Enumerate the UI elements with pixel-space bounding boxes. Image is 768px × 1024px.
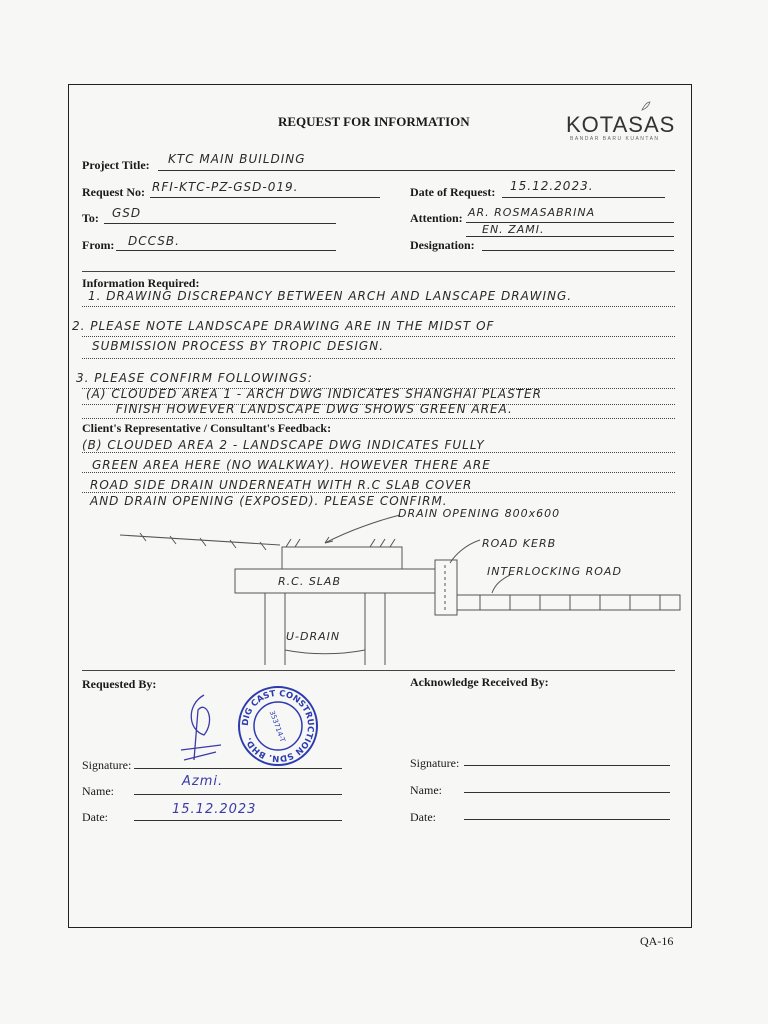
form-code: QA-16 <box>640 934 674 948</box>
sketch-label-u-drain: U-DRAIN <box>286 630 341 643</box>
date-of-request-value[interactable]: 15.12.2023. <box>510 179 594 193</box>
logo-leaf-icon <box>640 100 652 112</box>
feedback-line-2: GREEN AREA HERE (NO WALKWAY). HOWEVER THERE ARE <box>92 458 491 472</box>
acknowledge-signature-label: Signature: <box>410 756 460 770</box>
info-line-1: 1. DRAWING DISCREPANCY BETWEEN ARCH AND LANSCAPE DRAWING. <box>88 289 573 303</box>
information-required-label: Information Required: <box>82 276 200 290</box>
section-divider <box>82 271 675 272</box>
feedback-line-3: ROAD SIDE DRAIN UNDERNEATH WITH R.C SLAB COVER <box>90 478 473 492</box>
from-label: From: <box>82 238 115 252</box>
requester-signature-label: Signature: <box>82 758 132 772</box>
attention-value-1[interactable]: AR. ROSMASABRINA <box>468 206 596 219</box>
section-divider-bottom <box>82 670 675 671</box>
date-of-request-label: Date of Request: <box>410 185 496 199</box>
requester-signature <box>176 690 226 770</box>
stamp-ring-text: DIG CAST CONSTRUCTION SDN. BHD. <box>240 688 316 764</box>
feedback-label: Client's Representative / Consultant's Feedback: <box>82 421 332 435</box>
project-title-label: Project Title: <box>82 158 150 172</box>
request-no-label: Request No: <box>82 185 145 199</box>
acknowledge-name-label: Name: <box>410 783 442 797</box>
project-title-value[interactable]: KTC MAIN BUILDING <box>168 152 306 166</box>
designation-label: Designation: <box>410 238 475 252</box>
stamp-center-text: 353714-T <box>267 709 287 744</box>
sketch-label-drain-opening: DRAIN OPENING 800x600 <box>398 507 561 520</box>
requester-name-label: Name: <box>82 784 114 798</box>
info-line-5: (A) CLOUDED AREA 1 - ARCH DWG INDICATES SHANGHAI PLASTER <box>86 387 542 401</box>
info-line-2: 2. PLEASE NOTE LANDSCAPE DRAWING ARE IN THE MIDST OF <box>72 319 495 333</box>
company-stamp <box>236 684 320 768</box>
requester-date-label: Date: <box>82 810 108 824</box>
company-logo-tagline: BANDAR BARU KUANTAN <box>570 136 660 142</box>
from-value[interactable]: DCCSB. <box>128 234 180 248</box>
feedback-line-4: AND DRAIN OPENING (EXPOSED). PLEASE CONFIRM. <box>90 494 448 508</box>
requested-by-label: Requested By: <box>82 677 157 691</box>
to-value[interactable]: GSD <box>112 206 142 220</box>
requester-date-value[interactable]: 15.12.2023 <box>172 802 257 817</box>
info-line-6: FINISH HOWEVER LANDSCAPE DWG SHOWS GREEN AREA. <box>116 402 513 416</box>
requester-name-value[interactable]: Azmi. <box>182 774 224 789</box>
sketch-label-interlocking-road: INTERLOCKING ROAD <box>487 565 622 578</box>
sketch-label-rc-slab: R.C. SLAB <box>278 575 341 588</box>
to-label: To: <box>82 211 99 225</box>
company-logo: KOTASAS <box>566 112 676 137</box>
attention-label: Attention: <box>410 211 463 225</box>
drain-section-sketch <box>80 505 690 670</box>
info-line-3: SUBMISSION PROCESS BY TROPIC DESIGN. <box>92 339 385 353</box>
attention-value-2[interactable]: EN. ZAMI. <box>482 223 545 236</box>
feedback-line-1: (B) CLOUDED AREA 2 - LANDSCAPE DWG INDICATES FULLY <box>82 438 485 452</box>
sketch-label-road-kerb: ROAD KERB <box>482 537 557 550</box>
request-no-value[interactable]: RFI-KTC-PZ-GSD-019. <box>152 180 299 194</box>
acknowledge-label: Acknowledge Received By: <box>410 675 549 689</box>
acknowledge-date-label: Date: <box>410 810 436 824</box>
form-title: REQUEST FOR INFORMATION <box>278 114 470 129</box>
info-line-4: 3. PLEASE CONFIRM FOLLOWINGS: <box>76 371 313 385</box>
